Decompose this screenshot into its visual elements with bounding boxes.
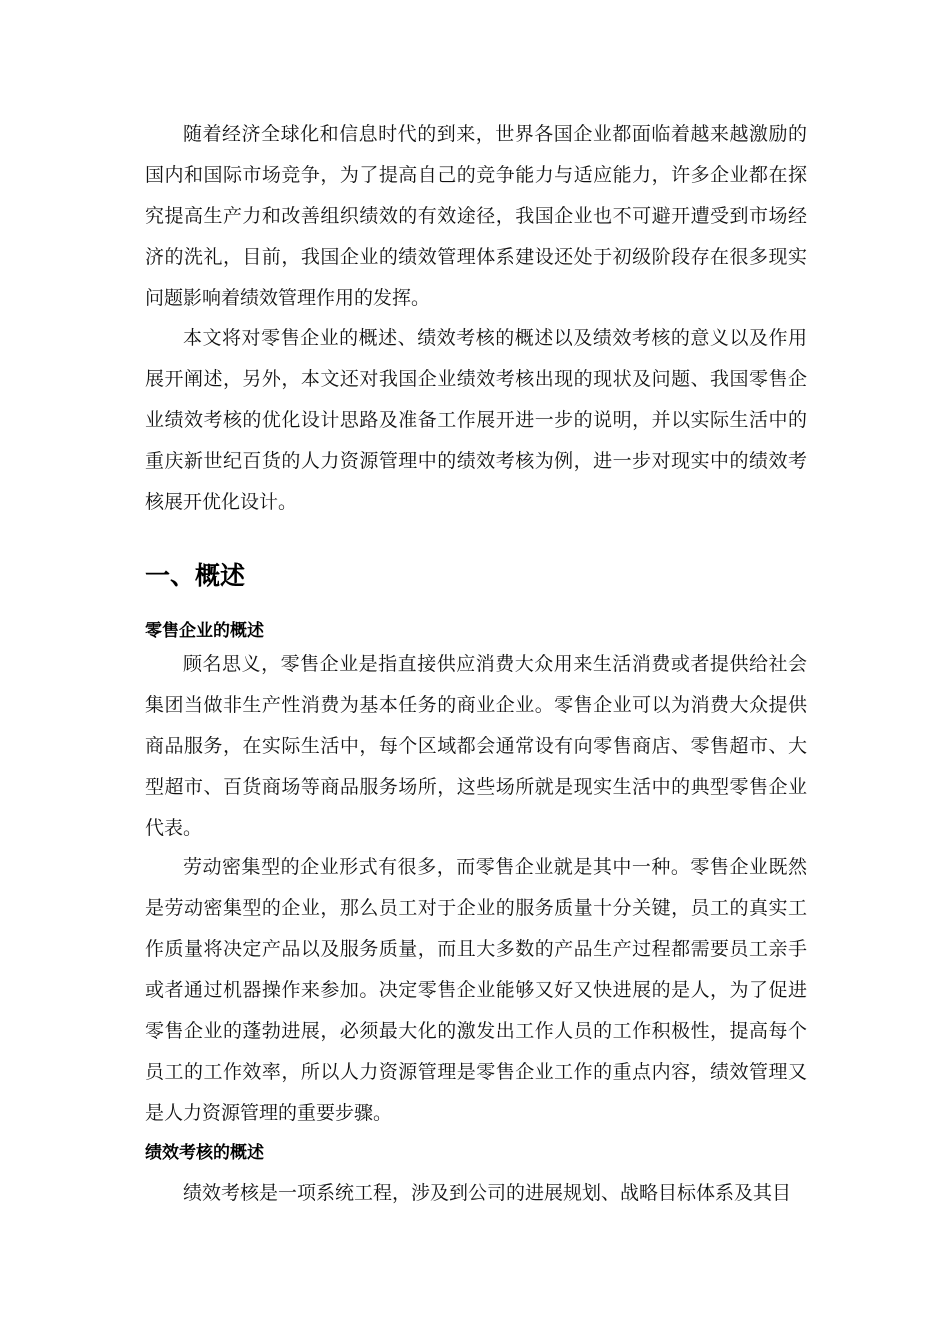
body-paragraph: 顾名思义，零售企业是指直接供应消费大众用来生活消费或者提供给社会集团当做非生产性消费为基本任务的商业企业。零售企业可以为消费大众提供商品服务，在实际生活中，每个区域都会通常设有向零售商店、零售超市、大型超市、百货商场等商品服务场所，这些场所就是现实生活中的典型零售企业代表。 xyxy=(145,653,807,839)
body-paragraph: 劳动密集型的企业形式有很多，而零售企业就是其中一种。零售企业既然是劳动密集型的企业，那么员工对于企业的服务质量十分关键，员工的真实工作质量将决定产品以及服务质量，而且大多数的产品生产过程都需要员工亲手或者通过机器操作来参加。决定零售企业能够又好又快进展的是人，为了促进零售企业的蓬勃进展，必须最大化的激发出工作人员的工作积极性，提高每个员工的工作效率，所以人力资源管理是零售企业工作的重点内容，绩效管理又是人力资源管理的重要步骤。 xyxy=(145,856,807,1124)
section-heading: 一、概述 xyxy=(145,561,246,590)
subsection-heading: 零售企业的概述 xyxy=(145,621,264,641)
subsection-heading: 绩效考核的概述 xyxy=(145,1143,264,1163)
intro-paragraph: 随着经济全球化和信息时代的到来，世界各国企业都面临着越来越激励的国内和国际市场竞争，为了提高自己的竞争能力与适应能力，许多企业都在探究提高生产力和改善组织绩效的有效途径，我国企业也不可避开遭受到市场经济的洗礼，目前，我国企业的绩效管理体系建设还处于初级阶段存在很多现实问题影响着绩效管理作用的发挥。 xyxy=(145,123,807,309)
body-paragraph: 绩效考核是一项系统工程，涉及到公司的进展规划、战略目标体系及其目 xyxy=(183,1182,792,1204)
intro-paragraph: 本文将对零售企业的概述、绩效考核的概述以及绩效考核的意义以及作用展开阐述，另外，本文还对我国企业绩效考核出现的现状及问题、我国零售企业绩效考核的优化设计思路及准备工作展开进一步的说明，并以实际生活中的重庆新世纪百货的人力资源管理中的绩效考核为例，进一步对现实中的绩效考核展开优化设计。 xyxy=(145,327,807,513)
